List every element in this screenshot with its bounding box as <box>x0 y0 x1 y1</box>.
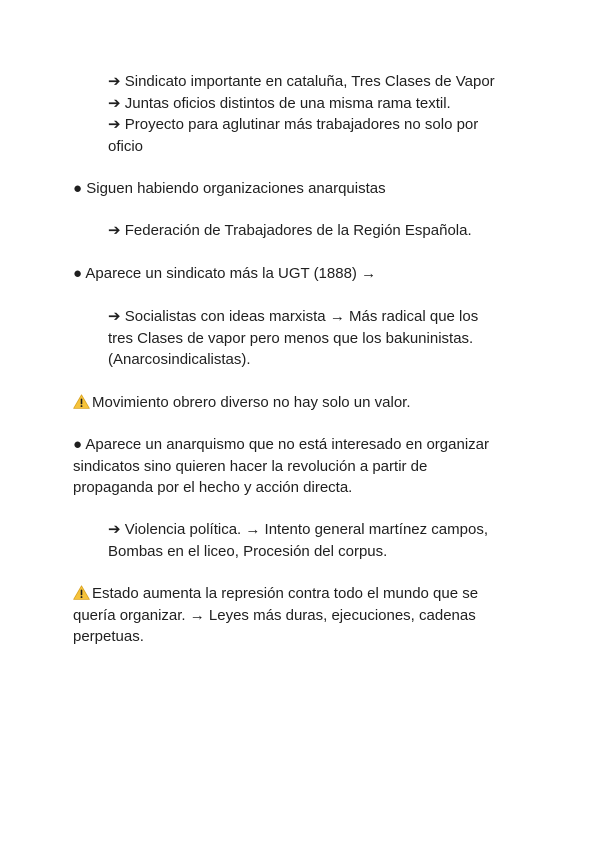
text-line: ➔ Juntas oficios distintos de una misma rama textil. <box>108 94 451 112</box>
warning-icon <box>73 394 90 409</box>
text-line: ● Aparece un sindicato más la UGT (1888) → <box>73 265 377 282</box>
text-line: ➔ Socialistas con ideas marxista → Más radical que los <box>108 308 479 325</box>
warning-estado-represion <box>73 583 533 648</box>
sub-list-tres-clases <box>108 71 538 157</box>
text-line: oficio <box>108 137 144 155</box>
bullet-anarquismo <box>73 434 533 499</box>
text-line: ➔ Proyecto para aglutinar más trabajadores no solo por <box>108 116 479 133</box>
bullet-ugt <box>73 263 533 285</box>
text-line-with-icon <box>73 583 533 605</box>
bullet-organizaciones-anarquistas <box>73 178 533 200</box>
warning-icon <box>73 585 90 600</box>
text-line: ➔ Violencia política. → Intento general martínez campos, <box>108 521 488 538</box>
sub-socialistas <box>108 306 538 371</box>
text-line: sindicatos sino quieren hacer la revolución a partir de <box>73 457 428 475</box>
text-line: ➔ Federación de Trabajadores de la Región Española. <box>108 222 472 239</box>
text-line: tres Clases de vapor pero menos que los bakuninistas. <box>108 329 474 347</box>
sub-federacion <box>108 220 538 242</box>
text-line: quería organizar. → Leyes más duras, ejecuciones, cadenas <box>73 606 476 624</box>
text-line: propaganda por el hecho y acción directa. <box>73 479 353 496</box>
sub-violencia-politica <box>108 519 538 562</box>
text-line: ● Aparece un anarquismo que no está interesado en organizar <box>73 436 490 453</box>
text-line: perpetuas. <box>73 628 144 645</box>
text-line-with-icon <box>73 392 533 414</box>
text-line: (Anarcosindicalistas). <box>108 351 251 368</box>
text-line: Bombas en el liceo, Procesión del corpus. <box>108 542 388 560</box>
text-line: ● Siguen habiendo organizaciones anarquistas <box>73 180 386 197</box>
warning-text: Movimiento obrero diverso no hay solo un valor. <box>92 394 411 411</box>
warning-movimiento-obrero <box>73 392 533 414</box>
warning-text: Estado aumenta la represión contra todo el mundo que se <box>92 585 479 602</box>
text-line: ➔ Sindicato importante en cataluña, Tres Clases de Vapor <box>108 73 495 90</box>
